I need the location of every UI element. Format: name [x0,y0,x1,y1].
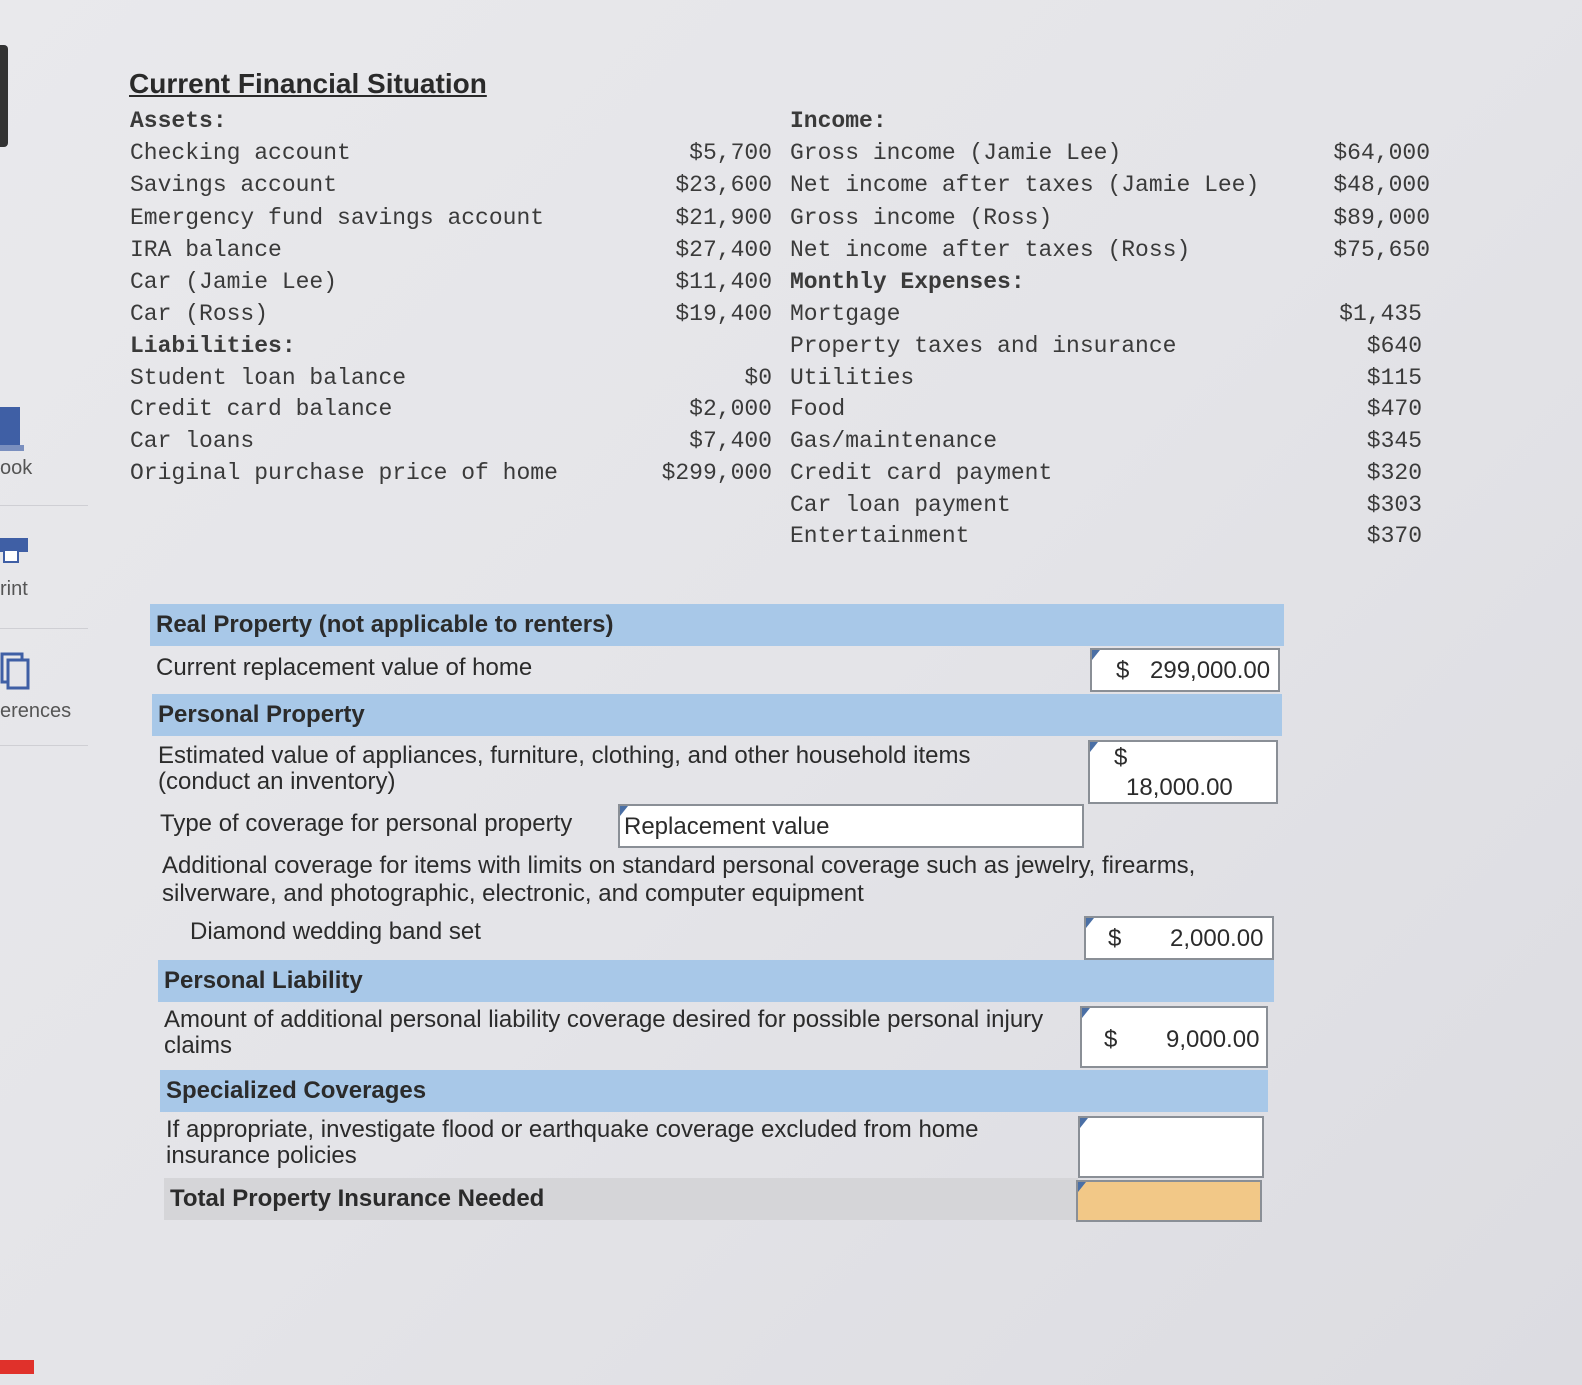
income-heading-row [790,108,1430,140]
liability-value: $0 [744,365,772,391]
expense-value: $640 [1366,333,1422,359]
income-row [790,205,1430,237]
page-title: Current Financial Situation [129,68,487,99]
scheduled-item-label: Diamond wedding band set [190,918,481,945]
expense-row [790,301,1422,333]
expense-row [790,428,1422,460]
expense-row [790,396,1422,428]
rail-item-print[interactable] [0,530,90,610]
additional-coverage-label: Additional coverage for items with limits on standard personal coverage such as jewelry, firearms, [162,852,1196,879]
coverage-type-select[interactable] [618,804,1084,848]
income-row [790,237,1430,269]
real-property-heading: Real Property (not applicable to renters) [150,604,1284,646]
income-value: $64,000 [1333,140,1430,166]
left-rail [0,0,90,1385]
asset-row [130,269,772,301]
rail-divider [0,745,88,746]
assets-heading: Assets: [130,108,227,134]
rail-item-label: erences [0,700,72,722]
book-icon [0,405,26,455]
asset-value: $19,400 [675,301,772,327]
replacement-value: 299,000.00 [1150,657,1271,684]
rail-active-indicator [0,45,8,147]
liability-value: $7,400 [689,428,772,454]
expense-value: $320 [1366,460,1422,486]
liability-row [130,428,772,460]
rail-item-label: rint [0,578,28,600]
currency-symbol: $ [1104,1026,1118,1053]
income-row [790,140,1430,172]
replacement-value-field[interactable] [1090,648,1280,692]
household-items-value: 18,000.00 [1126,774,1233,801]
expense-row [790,333,1422,365]
expenses-heading: Monthly Expenses: [790,269,1025,295]
expense-row [790,492,1422,524]
asset-label: IRA balance [130,237,282,263]
asset-row [130,140,772,172]
expense-label: Utilities [790,365,915,391]
rail-alert-marker [0,1360,34,1374]
income-label: Gross income (Jamie Lee) [790,140,1122,166]
expense-value: $1,435 [1339,301,1422,327]
household-items-field[interactable] [1088,740,1278,804]
additional-coverage-label-cont: silverware, and photographic, electronic, and computer equipment [162,880,864,907]
asset-value: $11,400 [675,269,772,295]
rail-item-label: ook [0,457,33,479]
expense-value: $370 [1366,523,1422,549]
expense-row [790,523,1422,555]
expense-row [790,460,1422,492]
liability-row [130,460,772,492]
expense-row [790,365,1422,397]
asset-label: Emergency fund savings account [130,205,545,231]
asset-row [130,172,772,204]
expense-label: Car loan payment [790,492,1011,518]
liability-label: Credit card balance [130,396,393,422]
flood-earthquake-label-cont: insurance policies [166,1142,357,1169]
references-icon [0,650,32,696]
coverage-type-value: Replacement value [624,813,830,840]
income-value: $89,000 [1333,205,1430,231]
liability-coverage-value: 9,000.00 [1166,1026,1260,1053]
asset-row [130,301,772,333]
asset-value: $5,700 [689,140,772,166]
liability-row [130,365,772,397]
liability-row [130,396,772,428]
property-insurance-worksheet [150,600,1290,1230]
asset-label: Car (Ross) [130,301,269,327]
asset-value: $23,600 [675,172,772,198]
personal-liability-heading: Personal Liability [158,960,1274,1002]
expense-value: $470 [1366,396,1422,422]
specialized-coverages-heading: Specialized Coverages [160,1070,1268,1112]
income-value: $48,000 [1333,172,1430,198]
expense-label: Mortgage [790,301,901,327]
income-label: Net income after taxes (Jamie Lee) [790,172,1260,198]
print-icon [0,530,32,570]
liabilities-heading: Liabilities: [130,333,296,359]
liability-coverage-label-cont: claims [164,1032,233,1059]
expenses-heading-row [790,269,1430,301]
expense-value: $345 [1366,428,1422,454]
flood-earthquake-label: If appropriate, investigate flood or earthquake coverage excluded from home [166,1116,979,1143]
currency-symbol: $ [1116,657,1130,684]
liability-label: Student loan balance [130,365,407,391]
income-value: $75,650 [1333,237,1430,263]
total-property-insurance-field[interactable] [1076,1180,1262,1222]
coverage-type-label: Type of coverage for personal property [160,810,573,837]
liability-coverage-field[interactable] [1080,1006,1268,1068]
flood-earthquake-field[interactable] [1078,1116,1264,1178]
expense-label: Entertainment [790,523,970,549]
replacement-value-label: Current replacement value of home [156,654,533,681]
asset-label: Checking account [130,140,351,166]
expense-label: Property taxes and insurance [790,333,1177,359]
rail-item-references[interactable] [0,650,90,730]
total-property-insurance-label: Total Property Insurance Needed [164,1178,1078,1220]
liability-label: Car loans [130,428,255,454]
asset-row [130,237,772,269]
expense-label: Gas/maintenance [790,428,998,454]
scheduled-item-field[interactable] [1084,916,1274,960]
liability-label: Original purchase price of home [130,460,558,486]
income-heading: Income: [790,108,887,134]
scheduled-item-value: 2,000.00 [1170,925,1264,952]
household-items-label: Estimated value of appliances, furniture, clothing, and other household items [158,742,971,769]
asset-value: $27,400 [675,237,772,263]
rail-divider [0,628,88,629]
asset-row [130,205,772,237]
asset-value: $21,900 [675,205,772,231]
personal-property-heading: Personal Property [152,694,1282,736]
assets-heading-row [130,108,772,140]
asset-label: Car (Jamie Lee) [130,269,338,295]
liabilities-heading-row [130,333,772,365]
liability-value: $299,000 [661,460,772,486]
income-label: Net income after taxes (Ross) [790,237,1191,263]
rail-divider [0,505,88,506]
income-label: Gross income (Ross) [790,205,1053,231]
expense-label: Credit card payment [790,460,1053,486]
expense-label: Food [790,396,846,422]
expense-value: $115 [1366,365,1422,391]
household-items-label-cont: (conduct an inventory) [158,768,396,795]
expense-value: $303 [1366,492,1422,518]
rail-item-ebook[interactable] [0,405,90,485]
income-row [790,172,1430,204]
liability-value: $2,000 [689,396,772,422]
currency-symbol: $ [1114,744,1128,771]
currency-symbol: $ [1108,925,1122,952]
asset-label: Savings account [130,172,338,198]
liability-coverage-label: Amount of additional personal liability coverage desired for possible personal injury [164,1006,1044,1033]
